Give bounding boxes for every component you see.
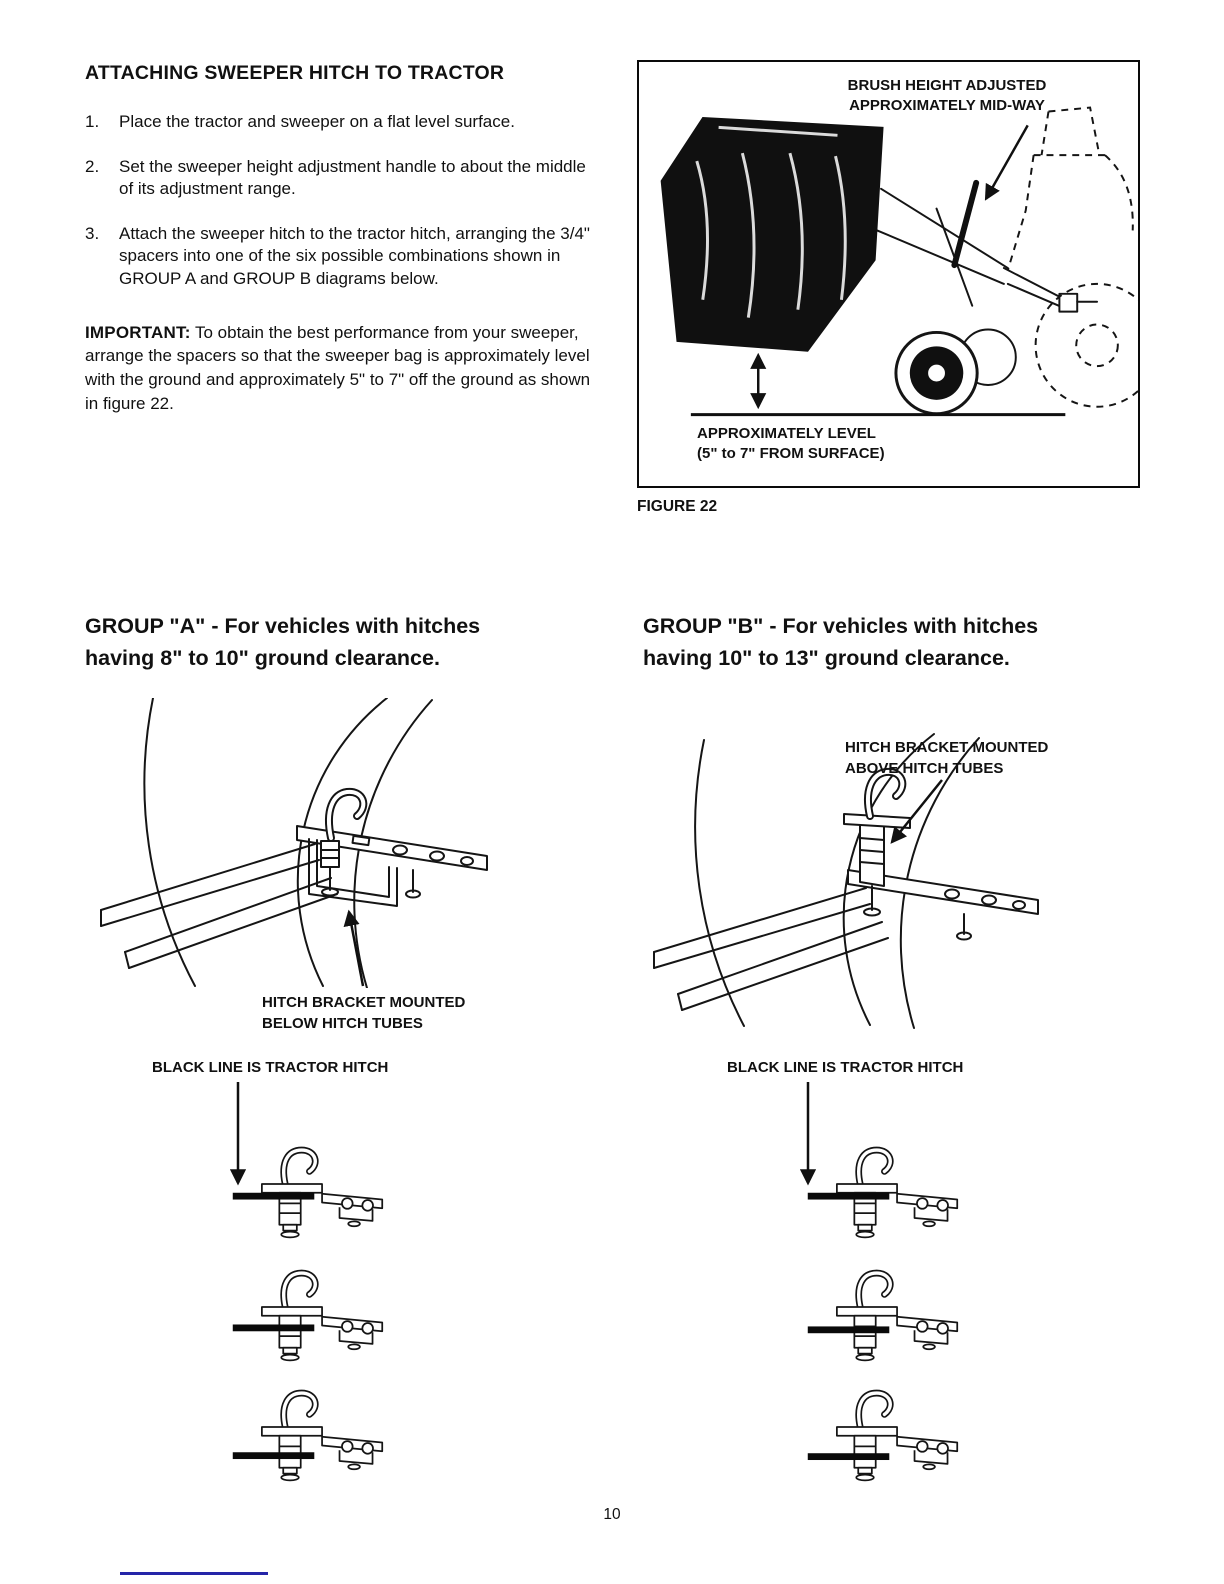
- figure-22-caption: FIGURE 22: [637, 498, 718, 515]
- step-text: Place the tractor and sweeper on a flat level surface.: [119, 112, 515, 131]
- step-text: Set the sweeper height adjustment handle to about the middle of its adjustment range.: [119, 156, 586, 199]
- important-text: To obtain the best performance from your sweeper, arrange the spacers so that the sweeper bag is approximately level with the ground and approximately 5" to 7" off the ground as shown in figure 22.: [85, 322, 591, 414]
- instructions-column: [85, 62, 597, 433]
- group-b-spacer-combo-1: [800, 1145, 965, 1257]
- sweeper-tractor-illustration: [639, 62, 1138, 486]
- footer-underline-mark: [120, 1572, 268, 1575]
- group-b-heading: GROUP "B" - For vehicles with hitches having 10" to 13" ground clearance.: [643, 614, 1039, 671]
- step-number: 3.: [85, 223, 100, 243]
- group-a-spacer-combo-2: [225, 1268, 390, 1380]
- important-note: [85, 321, 597, 416]
- approx-level-label: APPROXIMATELY LEVEL (5" to 7" FROM SURFACE): [697, 425, 885, 463]
- height-adjust-handle: [954, 183, 976, 265]
- group-a-black-line-label: BLACK LINE IS TRACTOR HITCH: [152, 1059, 389, 1076]
- page-number: 10: [603, 1506, 621, 1523]
- group-a-spacer-combo-1: [225, 1145, 390, 1257]
- group-b-bracket-label: HITCH BRACKET MOUNTED ABOVE HITCH TUBES: [845, 739, 1049, 777]
- group-a-bracket-label: HITCH BRACKET MOUNTED BELOW HITCH TUBES: [262, 994, 466, 1032]
- section-title: ATTACHING SWEEPER HITCH TO TRACTOR: [85, 62, 505, 84]
- group-b-spacer-combo-2: [800, 1268, 965, 1380]
- step-1: [85, 111, 597, 134]
- step-number: 1.: [85, 112, 100, 131]
- group-a-hitch-diagram: [95, 698, 535, 988]
- bracket-label-arrow: [349, 912, 363, 986]
- step-2: [85, 156, 597, 201]
- group-b-black-line-label: BLACK LINE IS TRACTOR HITCH: [727, 1059, 964, 1076]
- sweeper-bag: [661, 117, 883, 351]
- step-3: [85, 223, 597, 291]
- group-a-spacer-combo-3: [225, 1388, 390, 1500]
- group-b-spacer-combo-3: [800, 1388, 965, 1500]
- group-a-heading: GROUP "A" - For vehicles with hitches having 8" to 10" ground clearance.: [85, 614, 481, 671]
- step-number: 2.: [85, 156, 100, 176]
- step-text: Attach the sweeper hitch to the tractor hitch, arranging the 3/4" spacers into one of the six possible combinations shown in GROUP A and GROUP B diagrams below.: [119, 223, 590, 289]
- brush-height-arrow: [986, 125, 1028, 198]
- figure-22-box: [637, 60, 1140, 488]
- important-label: IMPORTANT:: [85, 322, 191, 342]
- brush-height-label: BRUSH HEIGHT ADJUSTED APPROXIMATELY MID-WAY: [847, 77, 1047, 115]
- tractor-outline: [1008, 108, 1138, 407]
